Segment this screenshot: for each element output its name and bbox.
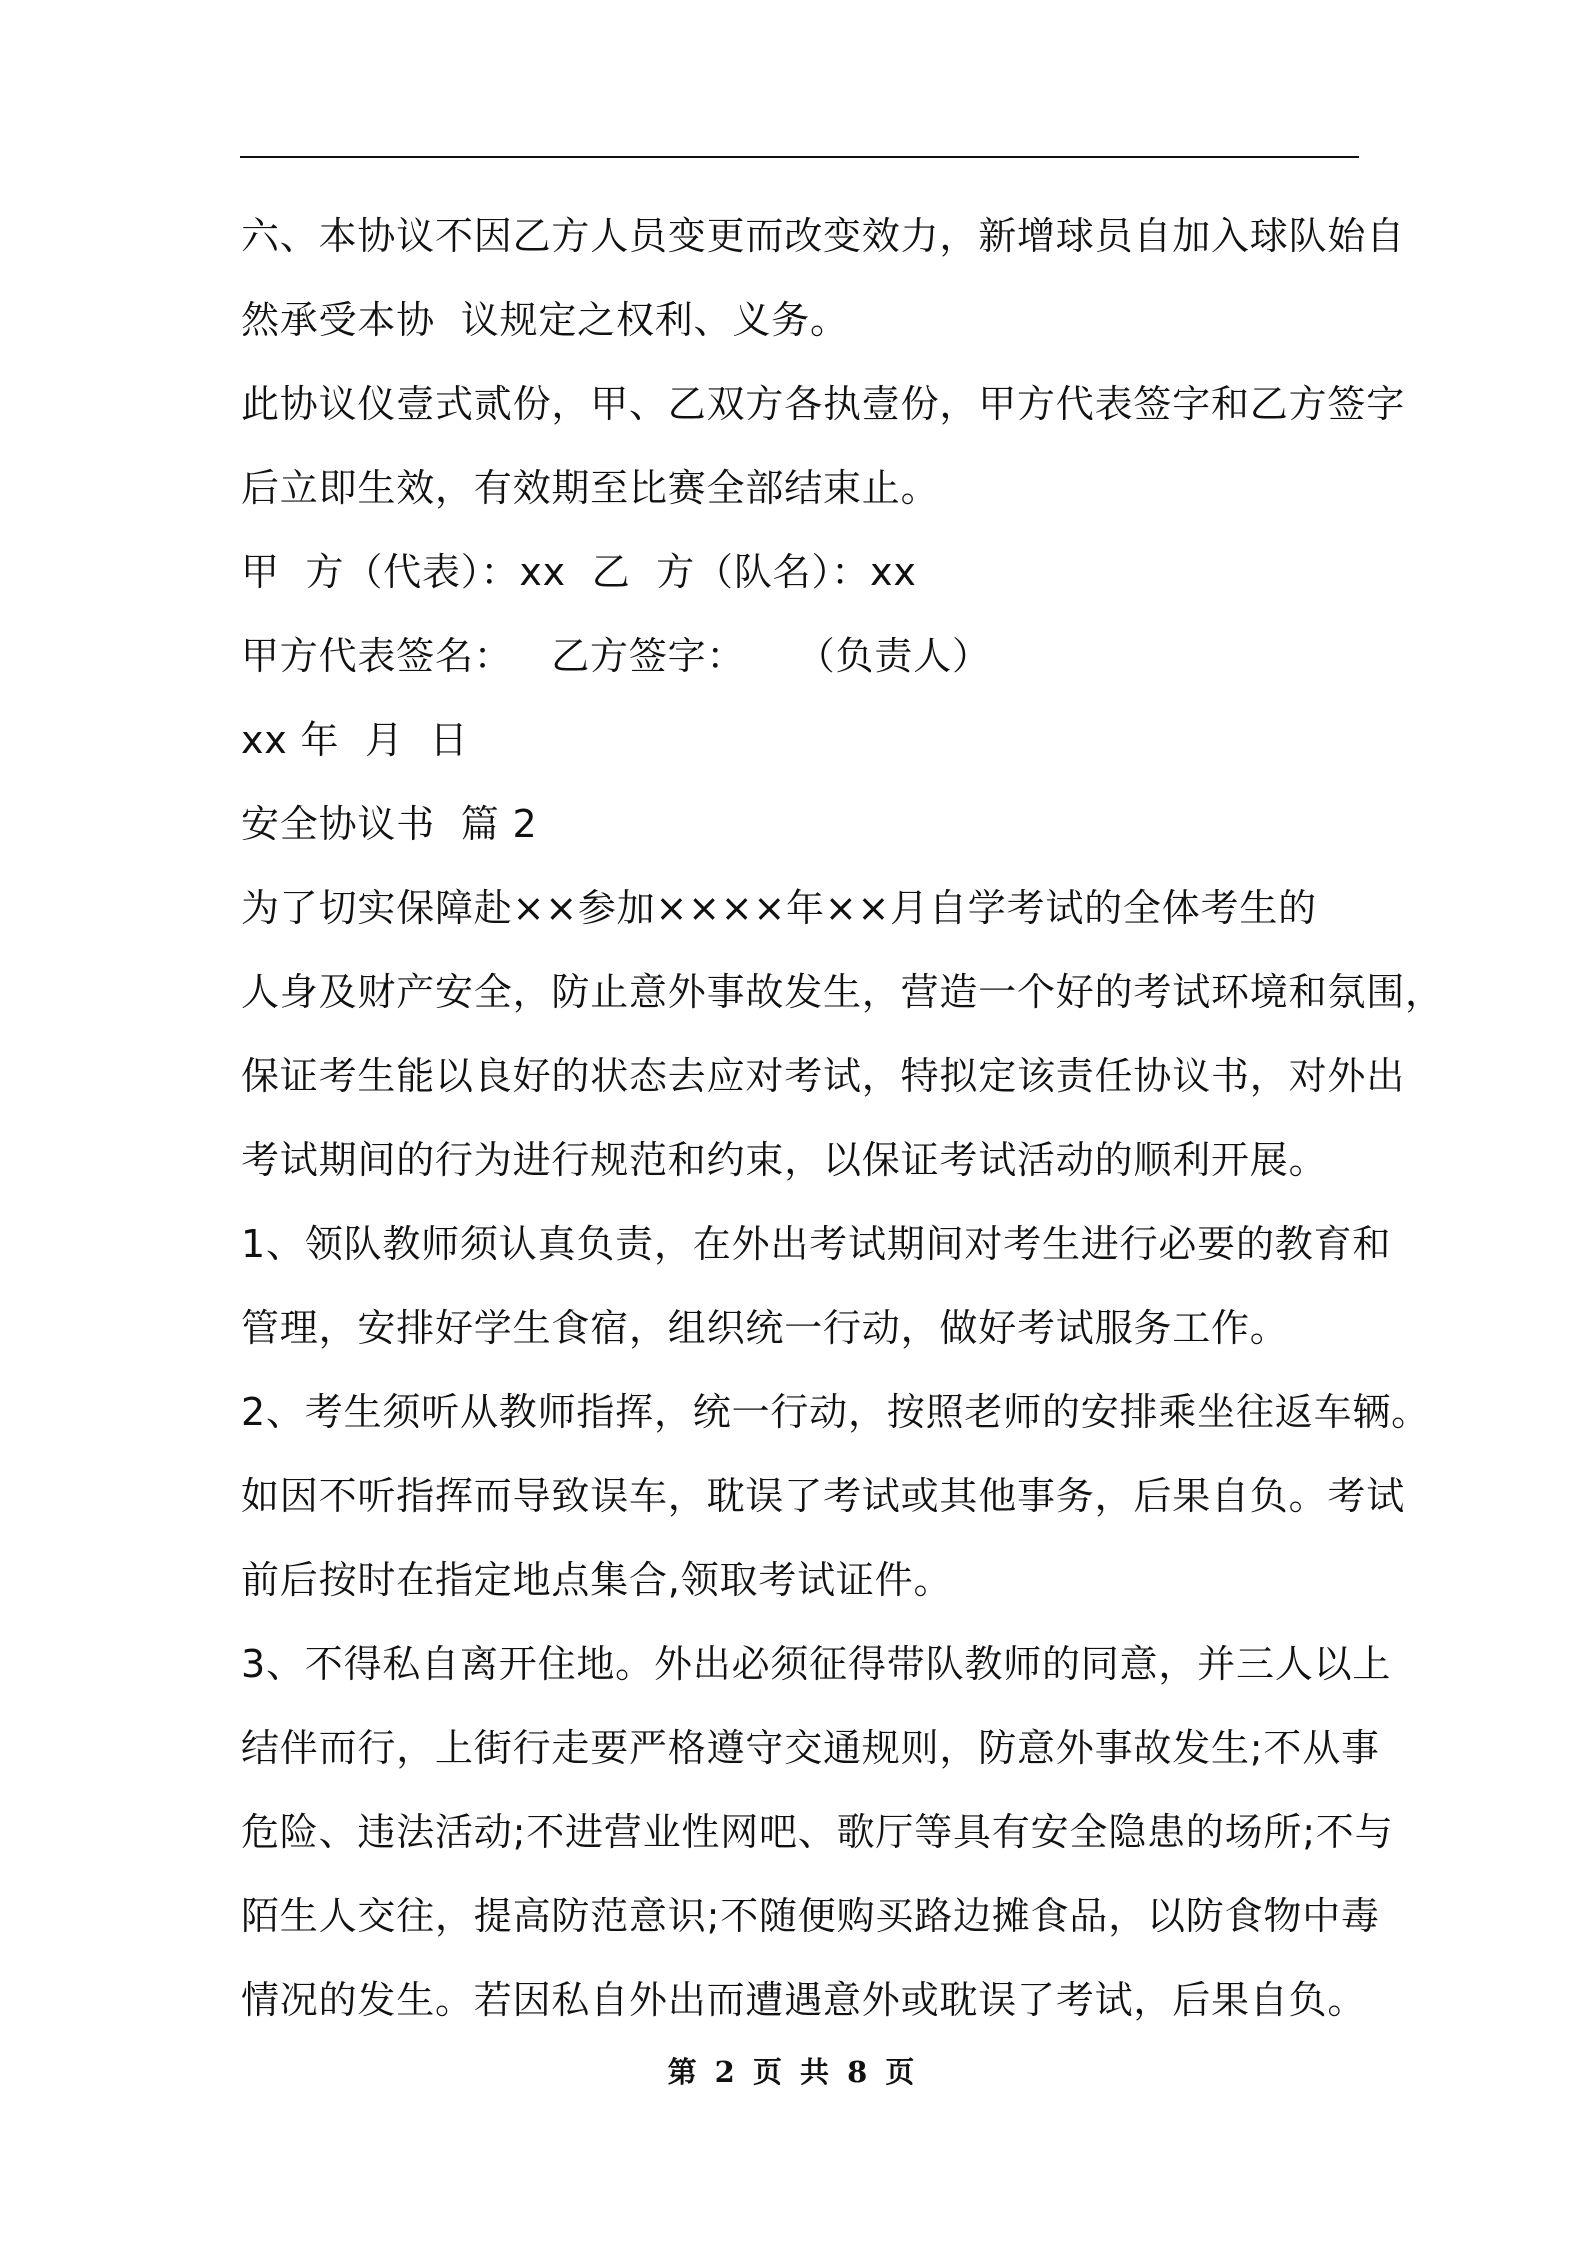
paragraph-line: 陌生人交往，提高防范意识;不随便购买路边摊食品，以防食物中毒: [241, 1894, 1380, 1938]
header-divider: [240, 156, 1359, 158]
date-line: xx 年 月 日: [241, 718, 469, 762]
section-title: 安全协议书 篇 2: [241, 802, 538, 846]
paragraph-line: 后立即生效，有效期至比赛全部结束止。: [241, 466, 940, 510]
paragraph-line: 然承受本协 议规定之权利、义务。: [241, 298, 849, 342]
paragraph-line: 如因不听指挥而导致误车，耽误了考试或其他事务，后果自负。考试: [241, 1474, 1406, 1518]
document-body: [241, 194, 1444, 2042]
page-number-footer: 第 2 页 共 8 页: [667, 2055, 919, 2089]
signature-line: 甲方代表签名： 乙方签字： （负责人）: [241, 634, 991, 678]
paragraph-line: 1、领队教师须认真负责，在外出考试期间对考生进行必要的教育和: [241, 1222, 1392, 1266]
paragraph-line: 为了切实保障赴××参加××××年××月自学考试的全体考生的: [241, 886, 1317, 930]
paragraph-line: 人身及财产安全，防止意外事故发生，营造一个好的考试环境和氛围，: [241, 970, 1444, 1014]
paragraph-line: 此协议仪壹式贰份，甲、乙双方各执壹份，甲方代表签字和乙方签字: [241, 382, 1406, 426]
paragraph-line: 保证考生能以良好的状态去应对考试，特拟定该责任协议书，对外出: [241, 1054, 1406, 1098]
paragraph-line: 考试期间的行为进行规范和约束，以保证考试活动的顺利开展。: [241, 1138, 1328, 1182]
paragraph-line: 六、本协议不因乙方人员变更而改变效力，新增球员自加入球队始自: [241, 214, 1406, 258]
paragraph-line: 2、考生须听从教师指挥，统一行动，按照老师的安排乘坐往返车辆。: [241, 1390, 1430, 1434]
paragraph-line: 前后按时在指定地点集合,领取考试证件。: [241, 1558, 953, 1602]
paragraph-line: 情况的发生。若因私自外出而遭遇意外或耽误了考试，后果自负。: [241, 1978, 1367, 2022]
paragraph-line: 3、不得私自离开住地。外出必须征得带队教师的同意，并三人以上: [241, 1642, 1392, 1686]
party-names-line: 甲 方（代表）：xx 乙 方（队名）：xx: [241, 550, 917, 594]
paragraph-line: 危险、违法活动;不进营业性网吧、歌厅等具有安全隐患的场所;不与: [241, 1810, 1394, 1854]
paragraph-line: 管理，安排好学生食宿，组织统一行动，做好考试服务工作。: [241, 1306, 1289, 1350]
paragraph-line: 结伴而行，上街行走要严格遵守交通规则，防意外事故发生;不从事: [241, 1726, 1380, 1770]
